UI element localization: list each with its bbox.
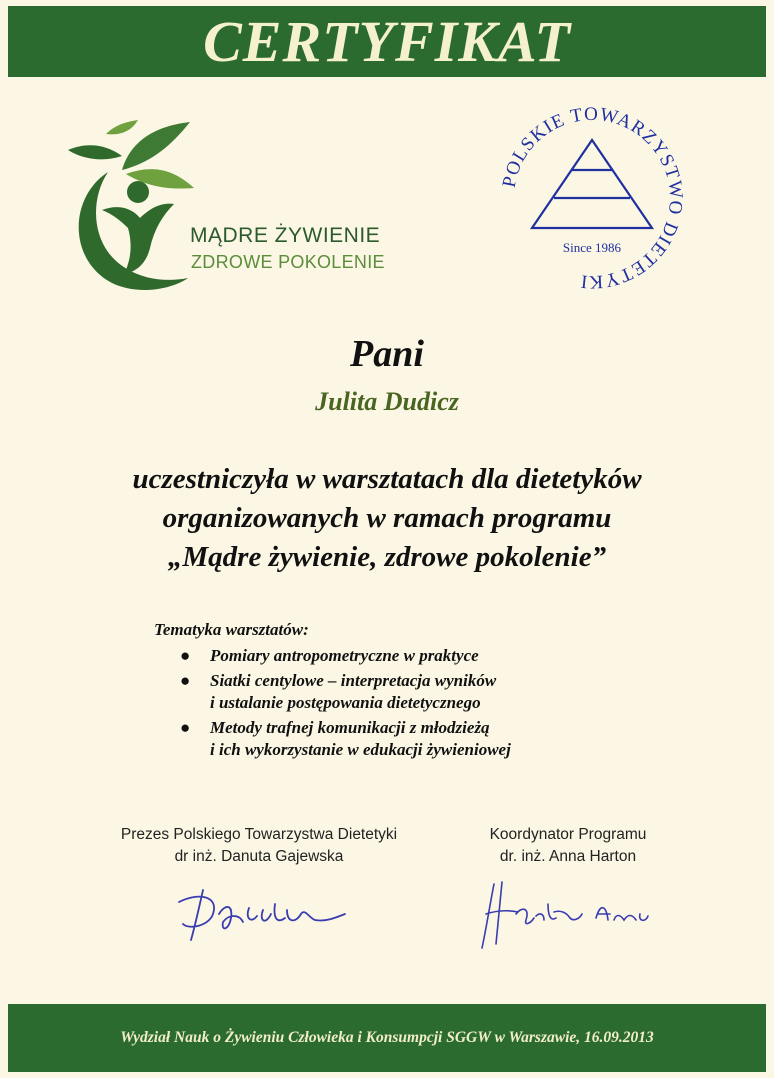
signatory-title: Prezes Polskiego Towarzystwa Dietetyki: [120, 826, 398, 843]
workshop-topics: [154, 620, 674, 764]
list-item: ● Pomiary antropometryczne w praktyce: [180, 646, 479, 665]
signatory-title: Koordynator Programu: [489, 826, 647, 843]
handwritten-signature: [159, 874, 359, 944]
footer-band: [8, 1004, 766, 1072]
statement-line-2: organizowanych w ramach programu: [162, 502, 612, 534]
list-item: ● Siatki centylowe – interpretacja wyników i ustalanie postępowania dietetycznego: [180, 671, 497, 712]
topics-heading: Tematyka warsztatów:: [154, 620, 309, 639]
program-logo-line2: ZDROWE POKOLENIE: [191, 252, 385, 272]
footer-text: Wydział Nauk o Żywieniu Człowieka i Konsumpcji SGGW w Warszawie, 16.09.2013: [120, 1029, 654, 1046]
topics-list: [154, 645, 674, 761]
certificate-title: CERTYFIKAT: [203, 8, 571, 74]
society-seal-icon: [494, 100, 690, 296]
bullet-icon: ●: [180, 718, 191, 737]
recipient-name: Julita Dudicz: [315, 387, 459, 416]
seal-since-text: Since 1986: [562, 240, 622, 255]
handwritten-signature: [478, 874, 658, 954]
certificate-statement: [0, 460, 774, 577]
program-logo-line1: MĄDRE ŻYWIENIE: [190, 224, 381, 247]
seal-ring-text: POLSKIE TOWARZYSTWO DIETETYKI: [498, 103, 687, 293]
society-seal: [494, 100, 690, 296]
list-item: ● Metody trafnej komunikacji z młodzieżą i ich wykorzystanie w edukacji żywieniowej: [180, 718, 511, 759]
recipient-salutation: Pani: [350, 333, 424, 375]
signature-block-president: [74, 824, 444, 944]
signatory-name: dr. inż. Anna Harton: [499, 848, 637, 865]
statement-line-3: „Mądre żywienie, zdrowe pokolenie”: [167, 541, 607, 573]
program-logo: [62, 112, 402, 297]
bullet-icon: ●: [180, 671, 191, 690]
bullet-icon: ●: [180, 646, 191, 665]
signatory-name: dr inż. Danuta Gajewska: [174, 848, 344, 865]
statement-line-1: uczestniczyła w warsztatach dla dietetyków: [132, 463, 642, 495]
signature-block-coordinator: [450, 824, 686, 954]
header-band: [8, 6, 766, 77]
